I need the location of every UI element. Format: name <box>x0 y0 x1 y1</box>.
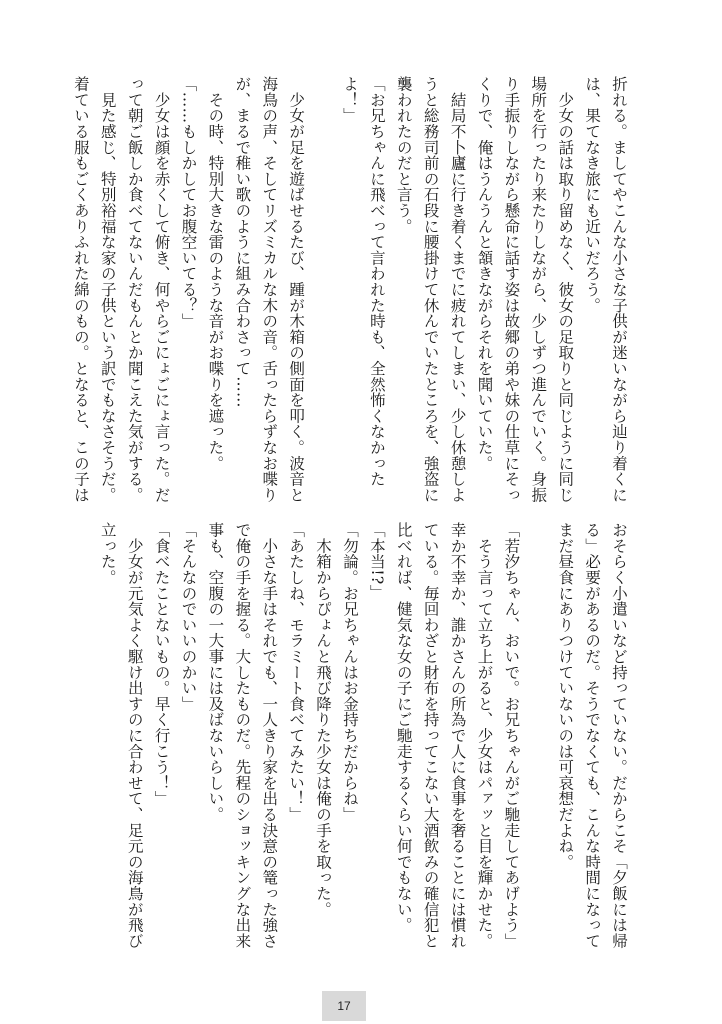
text-line: まだ昼食にありつけていないのは可哀想だよね。 <box>556 522 575 870</box>
text-line: 少女が足を遊ばせるたび、踵が木箱の側面を叩く。波音と <box>287 76 306 503</box>
text-line: が、まるで稚い歌のように組み合わさって…… <box>233 76 252 408</box>
text-line: 折れる。ましてやこんな小さな子供が迷いながら辿り着くに <box>610 76 628 503</box>
text-line: 「勿論。お兄ちゃんはお金持ちだからね」 <box>340 522 359 823</box>
text-line: ている。毎回わざと財布を持ってこない大酒飲みの確信犯と <box>421 522 440 949</box>
text-line: 襲われたのだと言う。 <box>394 76 413 234</box>
text-line: 「そんなのでいいのかい」 <box>179 522 198 712</box>
text-line <box>309 76 336 516</box>
text-line: 「若汐ちゃん、おいで。お兄ちゃんがご馳走してあげよう」 <box>502 522 521 949</box>
text-line: 少女の話は取り留めなく、彼女の足取りと同じように同じ <box>556 76 575 503</box>
text-line: 「食べたことないもの。早く行こう！」 <box>152 522 171 807</box>
text-line: 結局不卜廬に行き着くまでに疲れてしまい、少し休憩しよ <box>448 76 467 503</box>
text-line: 場所を行ったり来たりしながら、少しずつ進んでいく。身振 <box>529 76 548 503</box>
text-line: その時、特別大きな雷のような音がお喋りを遮った。 <box>206 76 225 471</box>
text-line: よ！」 <box>340 76 359 124</box>
text-line: 「あたしね、モラミート食べてみたい！」 <box>287 522 306 823</box>
text-line: 事も、空腹の一大事には及ばないらしい。 <box>206 522 225 823</box>
text-line: 「お兄ちゃんに飛べって言われた時も、全然怖くなかった <box>367 76 386 487</box>
text-line: る」必要があるのだ。そうでなくても、こんな時間になって <box>583 522 602 949</box>
text-line: 少女が元気よく駆け出すのに合わせて、足元の海鳥が飛び <box>125 522 144 949</box>
text-line: って朝ご飯しか食べてないんだもんとか聞こえた気がする。 <box>125 76 144 503</box>
text-line: くりで、俺はうんうんと頷きながらそれを聞いていた。 <box>475 76 494 471</box>
text-block-top <box>67 76 632 516</box>
text-line: 「本当!?」 <box>367 522 386 601</box>
text-line: うと総務司前の石段に腰掛けて休んでいたところを、強盗に <box>421 76 440 503</box>
text-line: 幸か不幸か、誰かさんの所為で人に食事を奢ることには慣れ <box>448 522 467 949</box>
page-number: 17 <box>322 991 366 1021</box>
text-line: 「……もしかしてお腹空いてる？」 <box>179 76 198 329</box>
text-line: 少女は顔を赤くして俯き、何やらごにょごにょ言った。だ <box>152 76 171 503</box>
text-line: 着ている服もごくありふれた綿のもの。となると、この子は <box>71 76 90 503</box>
text-line: 木箱からぴょんと飛び降りた少女は俺の手を取った。 <box>314 522 333 917</box>
text-line: 海鳥の声、そしてリズミカルな木の音。舌ったらずなお喋り <box>260 76 279 503</box>
text-line: り手振りしながら懸命に話す姿は故郷の弟や妹の仕草にそっ <box>502 76 521 503</box>
text-line: 小さな手はそれでも、一人きり家を出る決意の篭った強さ <box>260 522 279 949</box>
text-line: で俺の手を握る。大したものだ。先程のショッキングな出来 <box>233 522 252 949</box>
text-block-bottom <box>94 522 632 962</box>
text-line: 見た感じ、特別裕福な家の子供という訳でもなさそうだ。 <box>98 76 117 503</box>
text-line: 比べれば、健気な女の子にご馳走するくらい何でもない。 <box>394 522 413 933</box>
text-line: 立った。 <box>98 522 117 586</box>
text-line: そう言って立ち上がると、少女はパァッと目を輝かせた。 <box>475 522 494 949</box>
text-line: は、果てなき旅にも近いだろう。 <box>583 76 602 313</box>
text-line <box>524 522 551 962</box>
text-line: おそらく小遣いなど持っていない。だからこそ「夕飯には帰 <box>610 522 628 949</box>
